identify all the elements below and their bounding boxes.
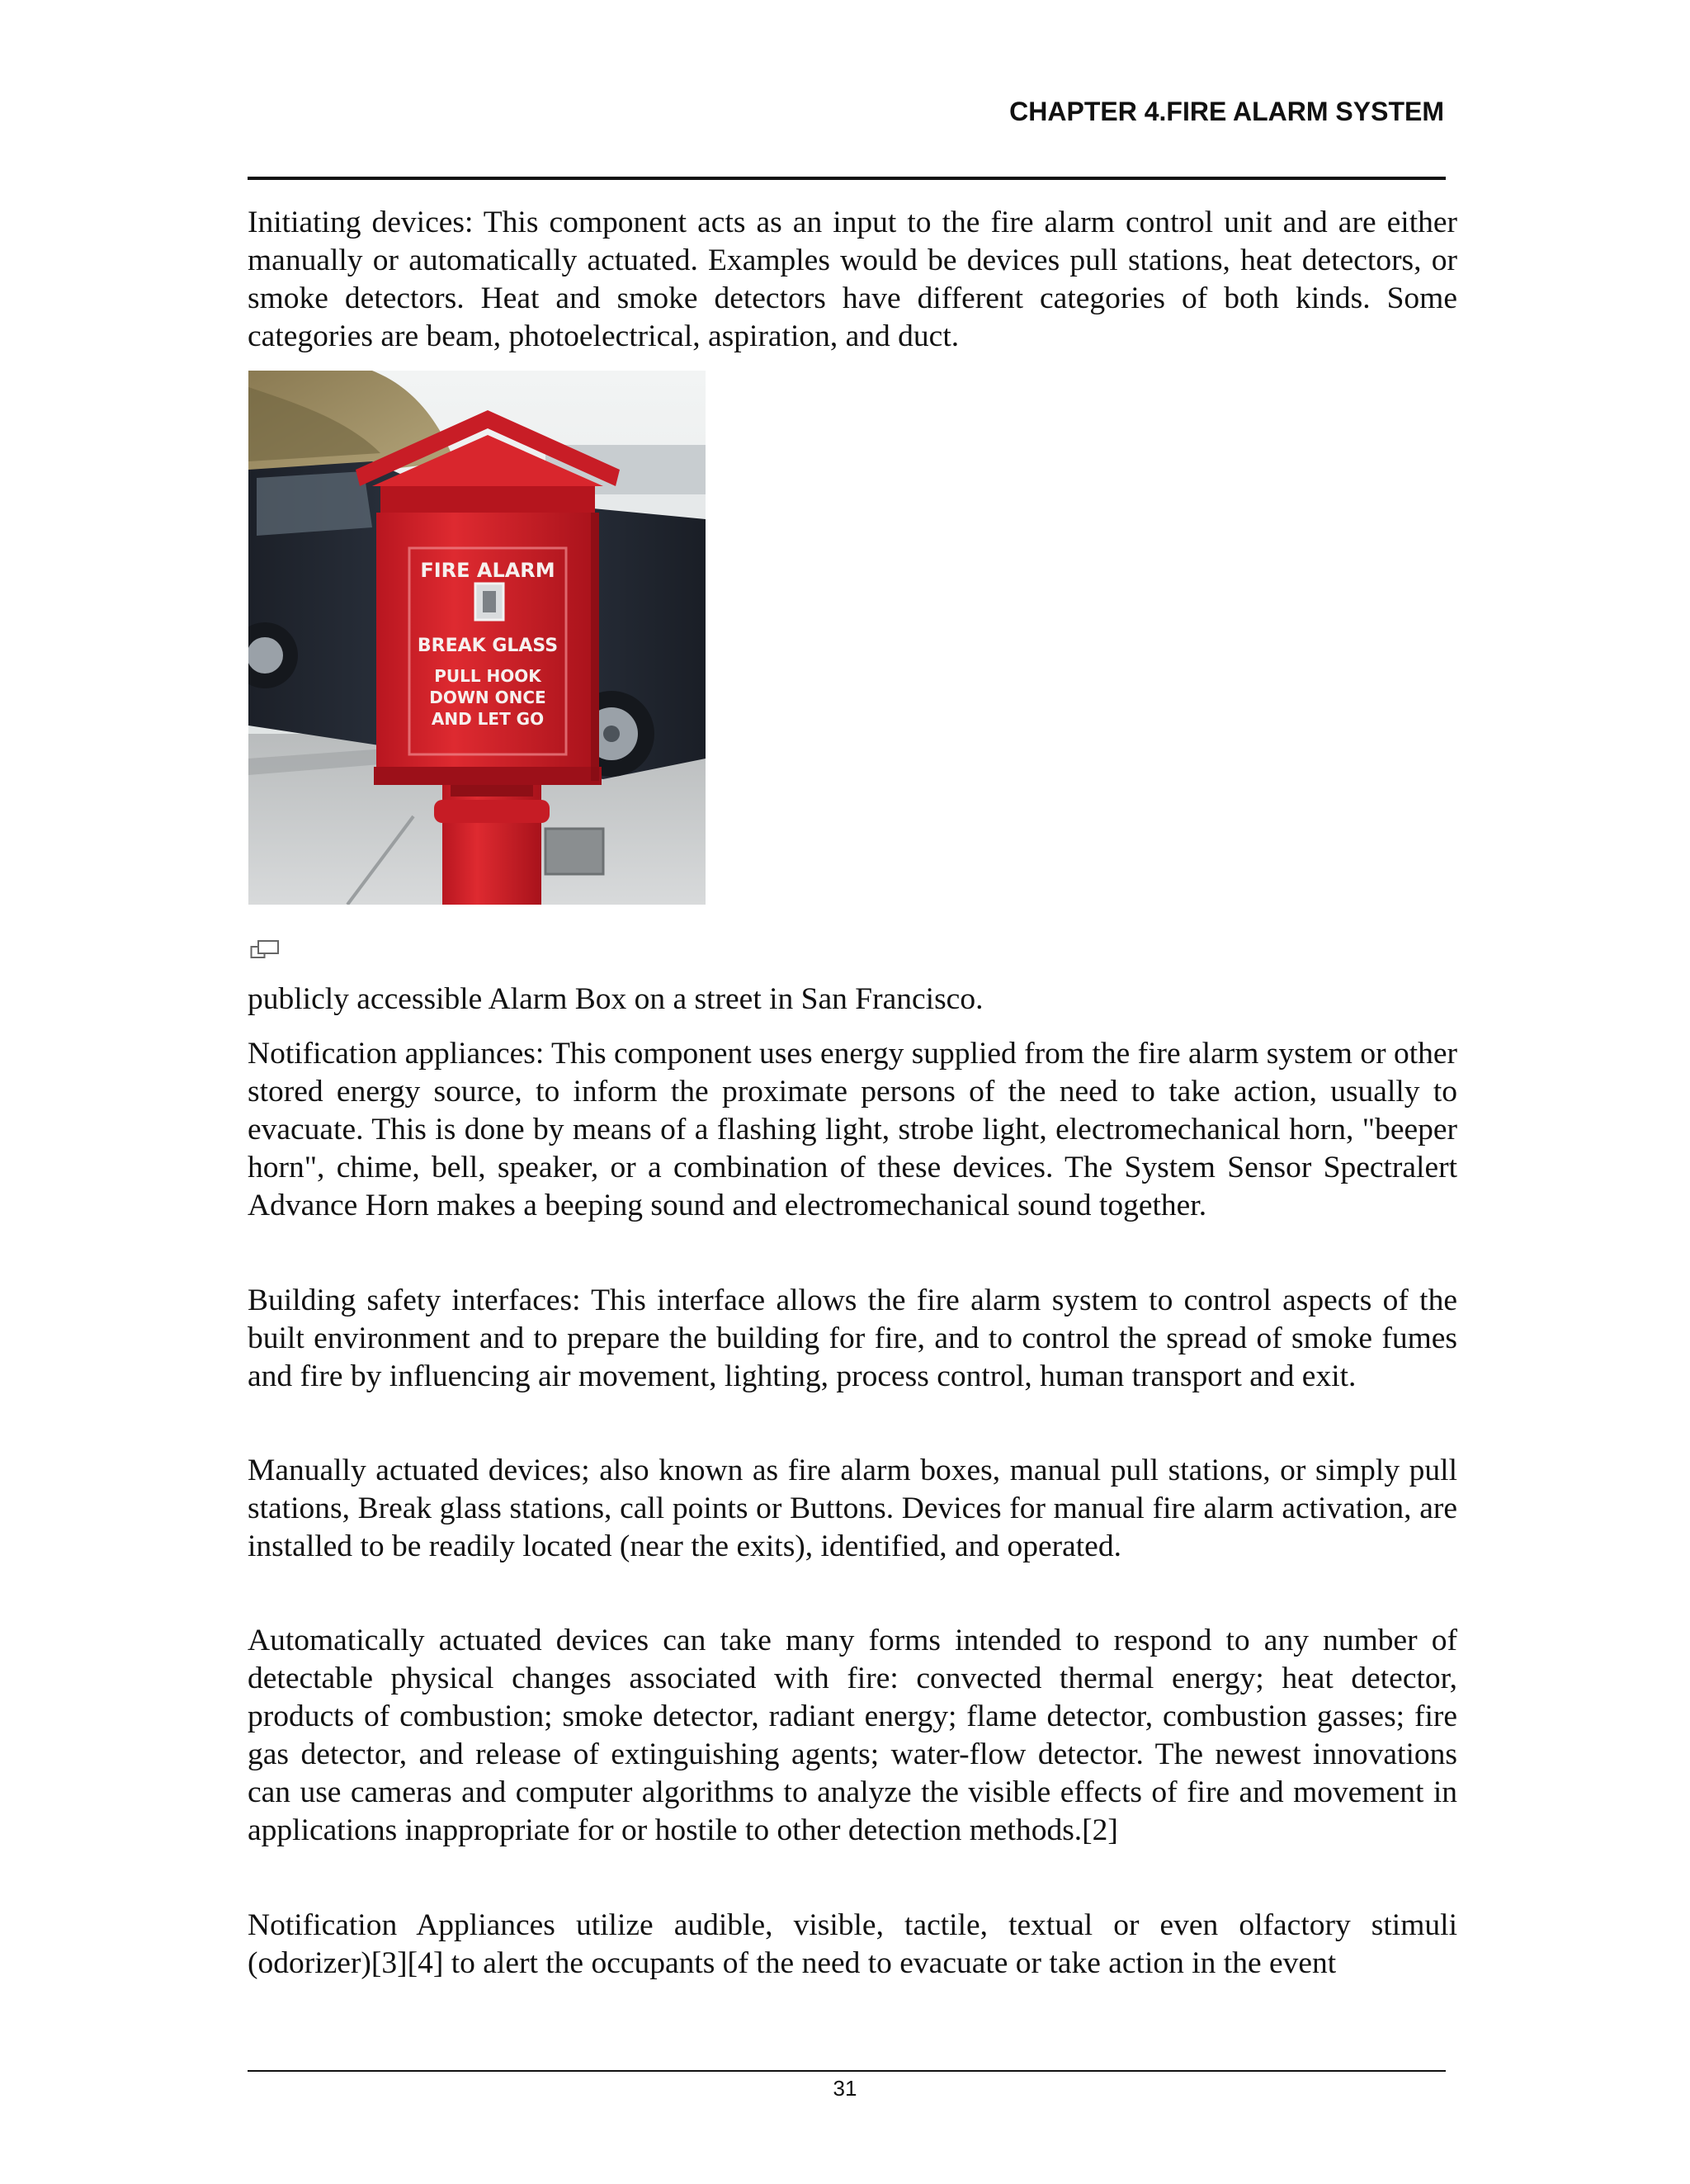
box-text-down-once: DOWN ONCE (429, 688, 546, 707)
footer-divider (248, 2070, 1446, 2072)
paragraph-notification-appliances-stimuli: Notification Appliances utilize audible, visible, tactile, textual or even olfactory stimuli (odorizer)[3][4] to alert the occupants of the need to evacuate or take action in the event (248, 1908, 1457, 1980)
box-text-fire-alarm: FIRE ALARM (420, 559, 555, 582)
enlarge-icon[interactable] (250, 939, 280, 959)
box-text-pull-hook: PULL HOOK (434, 666, 541, 686)
fire-alarm-box-photo (248, 371, 706, 905)
header-divider (248, 177, 1446, 180)
page-number: 31 (833, 2076, 857, 2101)
chapter-title: CHAPTER 4.FIRE ALARM SYSTEM (1009, 97, 1444, 126)
paragraph-notification-appliances: Notification appliances: This component uses energy supplied from the fire alarm system or other stored energy source, to inform the proximate persons of the need to take action, usually to evacuate. This is done by means of a flashing light, strobe light, electromechanical horn, "beeper horn", chime, bell, speaker, or a combination of these devices. The System Sensor Spectralert Advance Horn makes a beeping sound and electromechanical sound together. (248, 1037, 1457, 1222)
paragraph-manually-actuated-devices: Manually actuated devices; also known as fire alarm boxes, manual pull stations, or simply pull stations, Break glass stations, call points or Buttons. Devices for manual fire alarm activation, are installed to be readily located (near the exits), identified, and operated. (248, 1454, 1457, 1563)
paragraph-initiating-devices: Initiating devices: This component acts as an input to the fire alarm control unit and are either manually or automatically actuated. Examples would be devices pull stations, heat detectors, or smoke detectors. Heat and smoke detectors have different categories of both kinds. Some categories are beam, photoelectrical, aspiration, and duct. (248, 206, 1457, 353)
box-text-and-let-go: AND LET GO (431, 709, 545, 729)
box-text-break-glass: BREAK GLASS (417, 636, 559, 656)
figure-caption: publicly accessible Alarm Box on a street in San Francisco. (248, 982, 984, 1016)
paragraph-automatically-actuated-devices: Automatically actuated devices can take many forms intended to respond to any number of detectable physical changes associated with fire: convected thermal energy; heat detector, products of combustion; smoke detector, radiant energy; flame detector, combustion gasses; fire gas detector, and release of extinguishing agents; water-flow detector. The newest innovations can use cameras and computer algorithms to analyze the visible effects of fire and movement in applications inappropriate for or hostile to other detection methods.[2] (248, 1624, 1457, 1847)
paragraph-building-safety-interfaces: Building safety interfaces: This interface allows the fire alarm system to control aspects of the built environment and to prepare the building for fire, and to control the spread of smoke fumes and fire by influencing air movement, lighting, process control, human transport and exit. (248, 1283, 1457, 1393)
